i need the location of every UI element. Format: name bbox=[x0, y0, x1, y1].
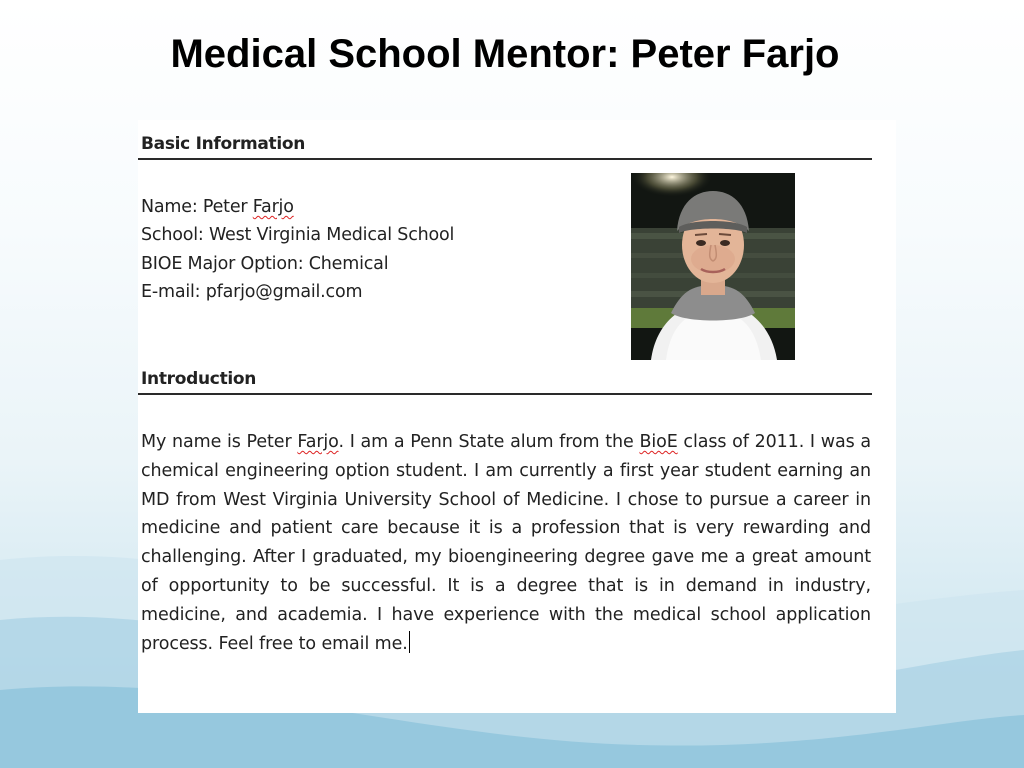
intro-bioe: BioE bbox=[639, 432, 678, 452]
name-value: Farjo bbox=[252, 197, 294, 217]
intro-text-part: class of 2011. I was a chemical engineering option student. I am currently a first year student earning an MD from West Virginia University School of Medicine. I chose to pursue a career in medicine and patient care because it is a profession that is very rewarding and challenging. After I graduated, my bioengineering degree gave me a great amount of opportunity to be successful. It is a degree that is in demand in industry, medicine, and academia. I have experience with the medical school application process. Feel free to email me. bbox=[141, 432, 871, 654]
email-line: E-mail: pfarjo@gmail.com bbox=[141, 282, 363, 302]
major-option-line: BIOE Major Option: Chemical bbox=[141, 254, 389, 274]
section-divider bbox=[138, 393, 872, 395]
mentor-portrait-image bbox=[631, 173, 795, 360]
slide-title: Medical School Mentor: Peter Farjo bbox=[170, 32, 840, 76]
intro-text-part: My name is Peter bbox=[141, 432, 298, 452]
introduction-paragraph bbox=[141, 428, 871, 658]
text-cursor bbox=[409, 631, 411, 653]
mentor-profile-document bbox=[138, 120, 896, 713]
school-line: School: West Virginia Medical School bbox=[141, 225, 455, 245]
intro-name: Farjo bbox=[297, 432, 339, 452]
basic-information-heading: Basic Information bbox=[141, 134, 306, 154]
name-label: Name: Peter bbox=[141, 197, 253, 217]
mentor-photo bbox=[631, 173, 795, 360]
intro-text-part: . I am a Penn State alum from the bbox=[338, 432, 640, 452]
section-divider bbox=[138, 158, 872, 160]
introduction-heading: Introduction bbox=[141, 369, 257, 389]
name-line bbox=[141, 197, 294, 217]
